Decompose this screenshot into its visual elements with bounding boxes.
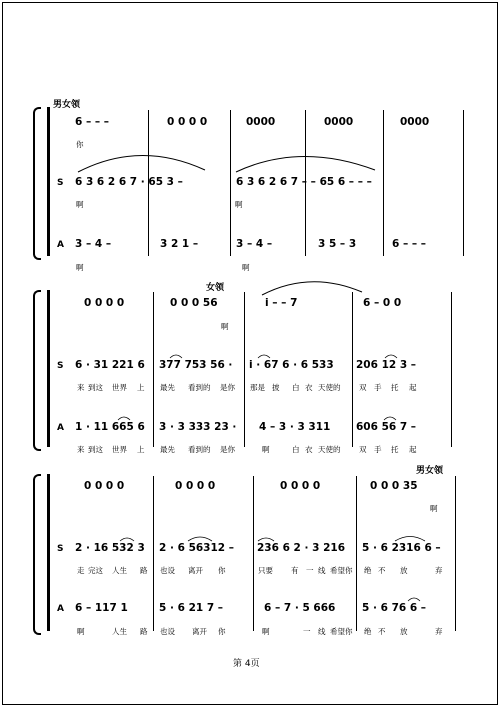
soprano-measure: 206 12 3 – <box>356 359 417 371</box>
soprano-measure: 377 753 56 · <box>159 359 233 371</box>
alto-measure: 6 – 117 1 <box>75 602 128 614</box>
lyric: 来 <box>77 383 85 392</box>
lyric: 衣 <box>305 383 313 392</box>
lyric: 弃 <box>435 566 443 575</box>
voice-label-soprano: S <box>57 178 64 188</box>
lyric: 放 <box>400 627 408 636</box>
lyric: 看到的 <box>188 445 211 454</box>
lyric: 来 <box>77 445 85 454</box>
lyric: 最先 <box>160 445 175 454</box>
lyric: 一 <box>303 627 311 636</box>
alto-measure: 5 · 6 76 6 – <box>362 602 427 614</box>
lead-measure: 6 – – – <box>75 116 110 128</box>
lyric: 托 <box>391 383 399 392</box>
lyric: 世界 <box>112 383 127 392</box>
soprano-measure: i · 67 6 · 6 533 <box>249 359 334 371</box>
lyric: 你 <box>76 140 84 149</box>
lead-measure: 0 0 0 0 <box>84 297 125 309</box>
lyric: 啊 <box>76 263 84 272</box>
lyric: 最先 <box>160 383 175 392</box>
alto-measure: 5 · 6 21 7 – <box>159 602 224 614</box>
lyric: 起 <box>409 383 417 392</box>
lyric: 绝 <box>364 566 372 575</box>
lead-measure: 0000 <box>324 116 354 128</box>
lyric: 啊 <box>221 322 229 331</box>
lyric: 不 <box>378 566 386 575</box>
lyric: 希望你 <box>330 627 353 636</box>
lyric: 线 <box>318 627 326 636</box>
lyric: 托 <box>391 445 399 454</box>
lyric: 披 <box>272 383 280 392</box>
lyric: 一 <box>306 566 314 575</box>
lead-measure: 0 0 0 0 <box>84 480 125 492</box>
lyric: 双 <box>359 383 367 392</box>
lead-measure: 0 0 0 0 <box>175 480 216 492</box>
voice-label-alto: A <box>57 240 64 250</box>
lyric: 啊 <box>262 445 270 454</box>
soprano-measure: 2 · 16 532 3 <box>75 542 145 554</box>
lead-measure: 0000 <box>400 116 430 128</box>
lyric: 白 <box>292 383 300 392</box>
lead-measure: 0 0 0 0 <box>280 480 321 492</box>
lyric: 天使的 <box>318 445 341 454</box>
lead-measure: 0 0 0 0 <box>167 116 208 128</box>
lyric: 天使的 <box>318 383 341 392</box>
lyric: 上 <box>137 445 145 454</box>
lyric: 人生 <box>112 627 127 636</box>
alto-measure: 3 5 – 3 <box>318 238 357 250</box>
lyric: 绝 <box>364 627 372 636</box>
lyric: 衣 <box>305 445 313 454</box>
lyric: 啊 <box>235 200 243 209</box>
lyric: 人生 <box>112 566 127 575</box>
lyric: 起 <box>409 445 417 454</box>
lead-measure: 0 0 0 56 <box>170 297 218 309</box>
soprano-measure: 236 6 2 · 3 216 <box>257 542 346 554</box>
voice-label-soprano: S <box>57 361 64 371</box>
page-number: 第 4页 <box>233 659 260 669</box>
lead-measure: i – – 7 <box>265 297 298 309</box>
lyric: 啊 <box>77 627 85 636</box>
alto-measure: 6 – – – <box>392 238 427 250</box>
lyric: 只要 <box>258 566 273 575</box>
lyric: 到这 <box>88 445 103 454</box>
lyric: 看到的 <box>188 383 211 392</box>
lead-measure: 6 – 0 0 <box>363 297 402 309</box>
lyric: 弃 <box>435 627 443 636</box>
alto-measure: 6 – 7 · 5 666 <box>264 602 336 614</box>
alto-measure: 3 2 1 – <box>160 238 199 250</box>
lead-measure: 0 0 0 35 <box>370 480 418 492</box>
soprano-measure: 6 · 31 221 6 <box>75 359 145 371</box>
soprano-measures: 6 3 6 2 6 7 · 65 3 – <box>75 176 183 188</box>
lyric: 路 <box>140 627 148 636</box>
alto-measure: 606 56 7 – <box>356 421 417 433</box>
lyric: 是你 <box>220 383 235 392</box>
alto-measure: 3 – 4 – <box>75 238 112 250</box>
lyric: 放 <box>400 566 408 575</box>
alto-measure: 3 – 4 – <box>236 238 273 250</box>
lyric: 双 <box>359 445 367 454</box>
lyric: 世界 <box>112 445 127 454</box>
lyric: 啊 <box>262 627 270 636</box>
voice-label-soprano: S <box>57 544 64 554</box>
lyric: 啊 <box>430 504 438 513</box>
alto-measure: 3 · 3 333 23 · <box>159 421 237 433</box>
lyric: 手 <box>374 383 382 392</box>
lyric: 路 <box>140 566 148 575</box>
lyric: 是你 <box>220 445 235 454</box>
soprano-measure: 2 · 6 56312 – <box>159 542 235 554</box>
lyric: 也设 <box>160 566 175 575</box>
voice-label-alto: A <box>57 604 64 614</box>
alto-measure: 1 · 11 665 6 <box>75 421 145 433</box>
lyric: 你 <box>218 627 226 636</box>
lyric: 你 <box>218 566 226 575</box>
lyric: 不 <box>378 627 386 636</box>
lyric: 离开 <box>188 566 203 575</box>
men-women-lead-label-2: 男女领 <box>416 466 444 476</box>
lyric: 上 <box>137 383 145 392</box>
lyric: 白 <box>292 445 300 454</box>
alto-measure: 4 – 3 · 3 311 <box>259 421 331 433</box>
lyric: 线 <box>318 566 326 575</box>
lyric: 走 <box>77 566 85 575</box>
soprano-measure: 5 · 6 2316 6 – <box>362 542 441 554</box>
lyric: 希望你 <box>330 566 353 575</box>
voice-label-alto: A <box>57 423 64 433</box>
lyric: 完这 <box>88 566 103 575</box>
lyric: 那是 <box>250 383 265 392</box>
lyric: 也设 <box>160 627 175 636</box>
soprano-measures: 6 3 6 2 6 7 – – 65 6 – – – <box>236 176 372 188</box>
lyric: 啊 <box>76 200 84 209</box>
lead-measure: 0000 <box>246 116 276 128</box>
women-lead-label: 女领 <box>206 283 225 293</box>
lyric: 手 <box>374 445 382 454</box>
men-women-lead-label-1: 男女领 <box>53 100 81 110</box>
lyric: 啊 <box>242 263 250 272</box>
lyric: 到这 <box>88 383 103 392</box>
lyric: 有 <box>291 566 299 575</box>
lyric: 离开 <box>192 627 207 636</box>
